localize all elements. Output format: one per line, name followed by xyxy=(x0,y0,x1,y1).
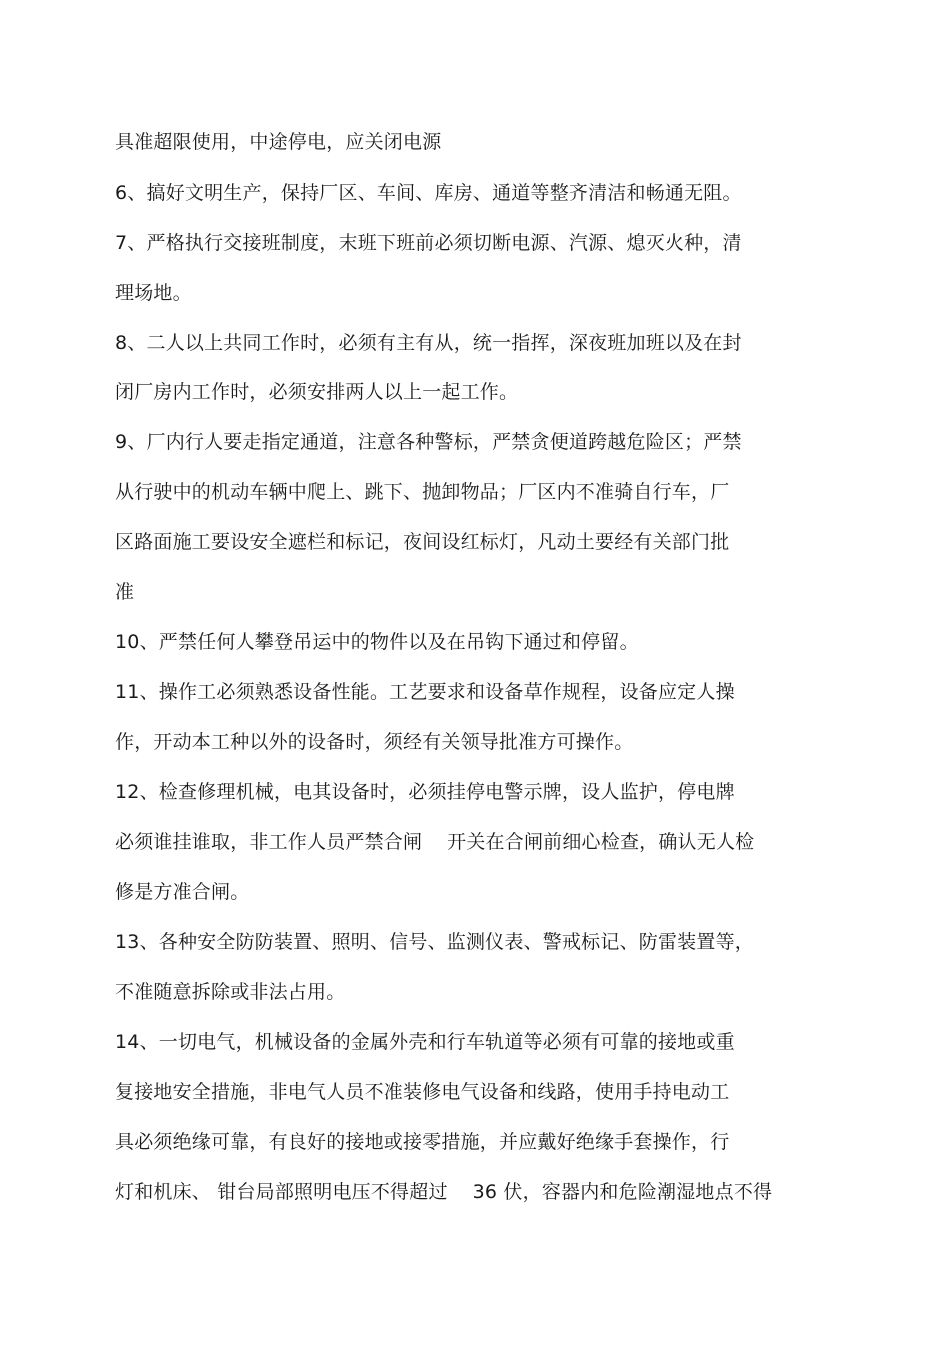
text-line: 13、各种安全防防装置、照明、信号、监测仪表、警戒标记、防雷装置等， xyxy=(115,931,754,953)
text-line: 不准随意拆除或非法占用。 xyxy=(115,981,346,1003)
text-line: 从行驶中的机动车辆中爬上、跳下、抛卸物品；厂区内不准骑自行车，厂 xyxy=(115,481,730,503)
text-line: 具必须绝缘可靠，有良好的接地或接零措施，并应戴好绝缘手套操作，行 xyxy=(115,1131,730,1153)
text-line: 11、操作工必须熟悉设备性能。工艺要求和设备草作规程，设备应定人操 xyxy=(115,681,735,703)
text-line: 修是方准合闸。 xyxy=(115,881,250,903)
text-line: 14、一切电气，机械设备的金属外壳和行车轨道等必须有可靠的接地或重 xyxy=(115,1031,735,1053)
text-line: 10、严禁任何人攀登吊运中的物件以及在吊钩下通过和停留。 xyxy=(115,631,639,653)
text-line: 准 xyxy=(115,581,135,603)
text-line: 9、厂内行人要走指定通道，注意各种警标，严禁贪便道跨越危险区；严禁 xyxy=(115,431,742,453)
text-line: 8、二人以上共同工作时，必须有主有从，统一指挥，深夜班加班以及在封 xyxy=(115,332,742,354)
text-line: 复接地安全措施，非电气人员不准装修电气设备和线路，使用手持电动工 xyxy=(115,1081,730,1103)
text-line: 理场地。 xyxy=(115,282,192,304)
text-line: 闭厂房内工作时，必须安排两人以上一起工作。 xyxy=(115,381,519,403)
text-line: 灯和机床、 钳台局部照明电压不得超过 36 伏，容器内和危险潮湿地点不得 xyxy=(115,1181,773,1203)
text-line: 12、检查修理机械，电其设备时，必须挂停电警示牌，设人监护，停电牌 xyxy=(115,781,735,803)
text-line: 具准超限使用，中途停电，应关闭电源 xyxy=(115,131,442,153)
text-line: 区路面施工要设安全遮栏和标记，夜间设红标灯，凡动土要经有关部门批 xyxy=(115,531,730,553)
text-line: 必须谁挂谁取，非工作人员严禁合闸 开关在合闸前细心检查，确认无人检 xyxy=(115,831,755,853)
text-line: 6、搞好文明生产，保持厂区、车间、库房、通道等整齐清洁和畅通无阻。 xyxy=(115,182,742,204)
text-line: 7、严格执行交接班制度，末班下班前必须切断电源、汽源、熄灭火种，清 xyxy=(115,232,742,254)
text-line: 作，开动本工种以外的设备时，须经有关领导批准方可操作。 xyxy=(115,731,634,753)
